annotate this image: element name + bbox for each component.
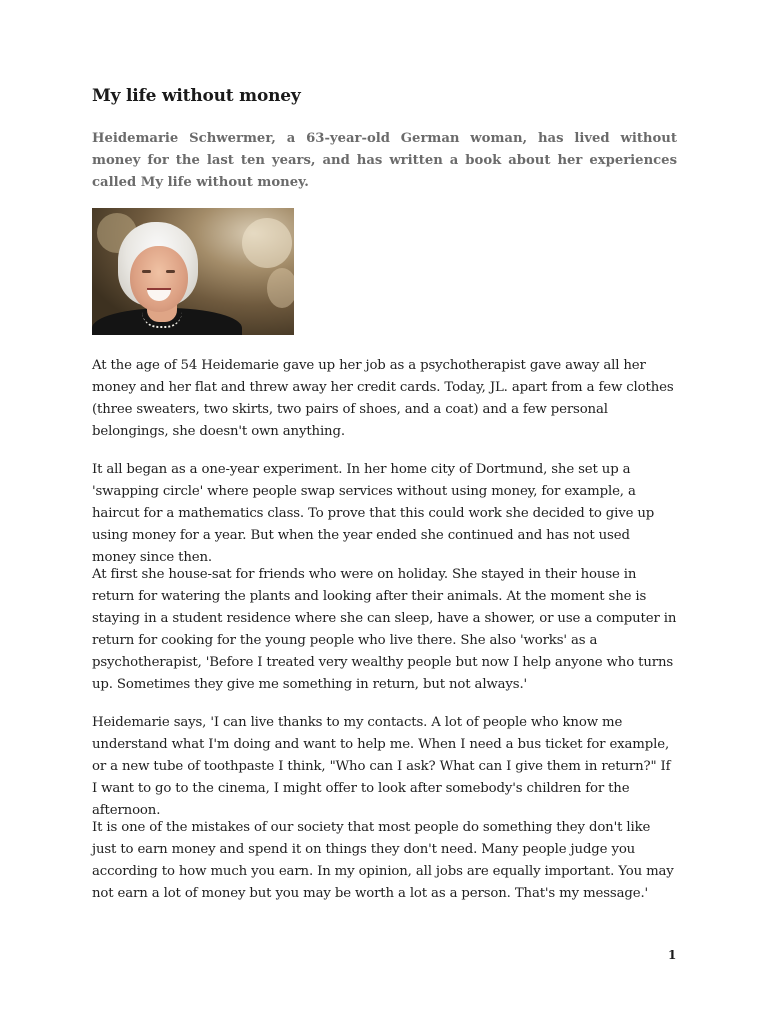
paragraph-5: It is one of the mistakes of our society that most people do something they don't like just to earn money and spend it on things they don't need. Many people judge you according to how much you earn. In my opinion, all jobs are equally important. You may not earn a lot of money but you may be worth a lot as a person. That's my message.' (92, 820, 674, 901)
portrait-photo (92, 208, 294, 335)
article-title: My life without money (92, 86, 301, 106)
paragraph-4: Heidemarie says, 'I can live thanks to my contacts. A lot of people who know me understand what I'm doing and want to help me. When I need a bus ticket for example, or a new tube of toothpaste I think, "Who can I ask? What can I give them in return?" If I want to go to the cinema, I might offer to look after somebody's children for the afternoon. (92, 715, 671, 818)
paragraph-2: It all began as a one-year experiment. In her home city of Dortmund, she set up a 'swapping circle' where people swap services without using money, for example, a haircut for a mathematics class. To prove that this could work she decided to give up using money for a year. But when the year ended she continued and has not used money since then. (92, 462, 655, 565)
paragraph-3: At first she house-sat for friends who were on holiday. She stayed in their house in return for watering the plants and looking after their animals. At the moment she is staying in a student residence where she can sleep, have a shower, or use a computer in return for cooking for the young people who live there. She also 'works' as a psychotherapist, 'Before I treated very wealthy people but now I help anyone who turns up. Sometimes they give me something in return, but not always.' (92, 567, 677, 692)
article-lead: Heidemarie Schwermer, a 63-year-old German woman, has lived without money for the last ten years, and has written a book about her experiences called My life without money. (92, 131, 677, 190)
page-number: 1 (668, 948, 677, 962)
paragraph-1: At the age of 54 Heidemarie gave up her job as a psychotherapist gave away all her money and her flat and threw away her credit cards. Today, JL. apart from a few clothes (three sweaters, two skirts, two pairs of shoes, and a coat) and a few personal belongings, she doesn't own anything. (92, 358, 674, 439)
